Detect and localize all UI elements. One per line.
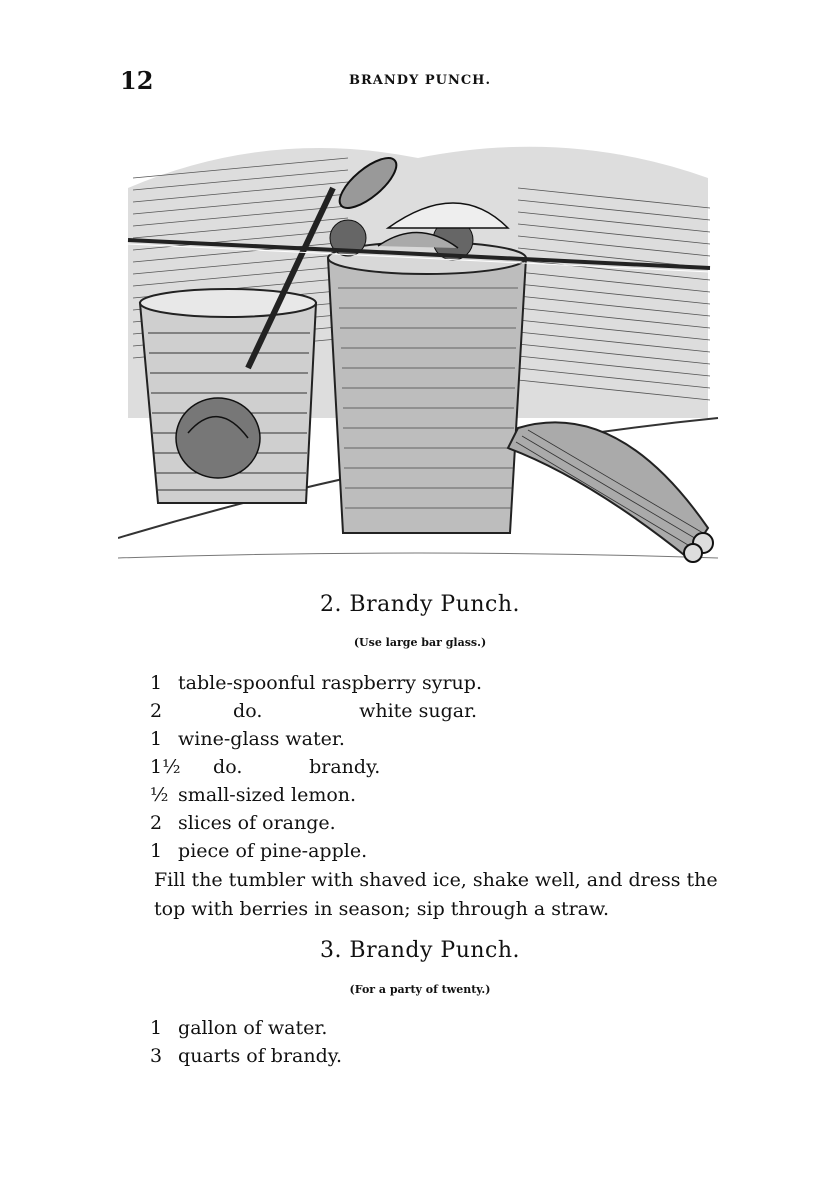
ingredient-qty: 1 [150,728,163,750]
rolled-cinnamon-icon [508,422,713,562]
ingredient-qty: 3 [150,1045,163,1067]
ingredient-qty: 2 [150,700,163,722]
ingredient-text: quarts of brandy. [178,1045,343,1067]
ingredient-line [150,672,482,694]
ingredient-line [150,756,380,778]
ingredient-text: small-sized lemon. [178,784,357,806]
ingredient-line [150,1017,327,1039]
engraving-illustration [118,118,720,576]
ingredient-line [150,840,367,862]
ingredient-qty: ½ [150,784,169,806]
ingredient-rest: white sugar. [359,700,478,722]
recipe-3-title: 3. Brandy Punch. [319,938,521,963]
ingredient-qty: 1 [150,672,163,694]
ingredient-line [150,700,477,722]
ingredient-text: gallon of water. [178,1017,328,1039]
ingredient-qty: 1 [150,840,163,862]
ingredient-line [150,812,336,834]
ingredient-text: do. [213,756,243,778]
ingredient-qty: 2 [150,812,163,834]
running-header: BRANDY PUNCH. [349,73,491,88]
ingredient-text: table-spoonful raspberry syrup. [178,672,483,694]
recipe-3-note: (For a party of twenty.) [349,983,491,996]
instructions-text: Fill the tumbler with shaved ice, shake well, and dress the top with berries in season; sip through a straw. [154,869,718,920]
ingredient-line [150,728,345,750]
recipe-2-instructions [128,866,718,924]
ingredient-text: slices of orange. [178,812,336,834]
ingredient-rest: brandy. [309,756,381,778]
ingredient-line [150,1045,342,1067]
ingredient-qty: 1½ [150,756,181,778]
ingredient-qty: 1 [150,1017,163,1039]
recipe-2-note: (Use large bar glass.) [353,636,487,649]
ingredient-text: do. [233,700,263,722]
ingredient-line [150,784,356,806]
page-number: 12 [120,66,154,95]
recipe-2-title: 2. Brandy Punch. [319,592,521,617]
ingredient-text: wine-glass water. [178,728,345,750]
ingredient-text: piece of pine-apple. [178,840,368,862]
